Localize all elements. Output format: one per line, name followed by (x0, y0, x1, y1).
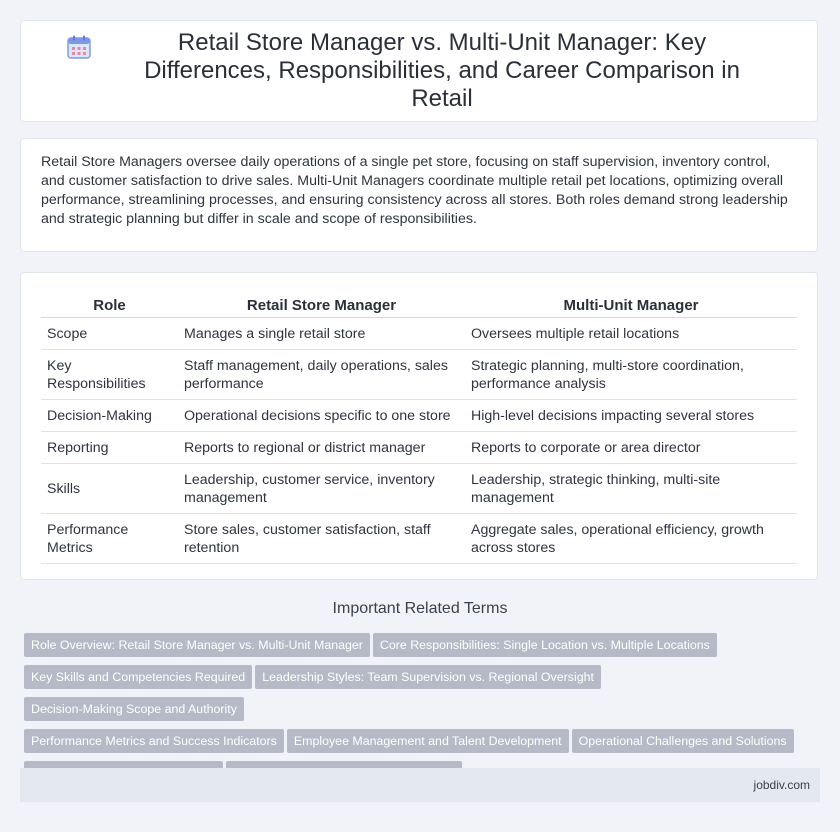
table-cell: Skills (41, 464, 178, 514)
related-term-tag[interactable]: Decision-Making Scope and Authority (24, 697, 244, 721)
table-header-retail-store-manager: Retail Store Manager (178, 293, 465, 318)
table-cell: Reporting (41, 432, 178, 464)
table-cell: Staff management, daily operations, sales performance (178, 350, 465, 400)
table-cell: Performance Metrics (41, 514, 178, 564)
table-cell: Leadership, customer service, inventory management (178, 464, 465, 514)
related-term-tag[interactable]: Operational Challenges and Solutions (572, 729, 794, 753)
table-cell: High-level decisions impacting several stores (465, 400, 797, 432)
table-header-multi-unit-manager: Multi-Unit Manager (465, 293, 797, 318)
table-cell: Reports to regional or district manager (178, 432, 465, 464)
related-term-tag[interactable]: Leadership Styles: Team Supervision vs. Regional Oversight (255, 665, 601, 689)
table-cell: Store sales, customer satisfaction, staff retention (178, 514, 465, 564)
related-term-tag[interactable]: Role Overview: Retail Store Manager vs. Multi-Unit Manager (24, 633, 370, 657)
intro-paragraph: Retail Store Managers oversee daily operations of a single pet store, focusing on staff supervision, inventory control, and customer satisfaction to drive sales. Multi-Unit Managers coordinate multiple retail pet locations, optimizing overall performance, streamlining processes, and ensuring consistency across all stores. Both roles demand strong leadership and strategic planning but differ in scale and scope of responsibilities. (41, 154, 788, 227)
table-row (41, 432, 797, 464)
comparison-table-card (20, 272, 818, 580)
table-cell: Reports to corporate or area director (465, 432, 797, 464)
page-title: Retail Store Manager vs. Multi-Unit Manager: Key Differences, Responsibilities, and Career Comparison in Retail (144, 29, 740, 112)
table-cell: Manages a single retail store (178, 318, 465, 350)
header-inner (66, 29, 772, 113)
footer (20, 768, 820, 802)
related-term-tag[interactable]: Core Responsibilities: Single Location vs. Multiple Locations (373, 633, 717, 657)
table-row (41, 464, 797, 514)
table-row (41, 318, 797, 350)
table-cell: Oversees multiple retail locations (465, 318, 797, 350)
table-header-role: Role (41, 293, 178, 318)
table-cell: Strategic planning, multi-store coordination, performance analysis (465, 350, 797, 400)
table-cell: Operational decisions specific to one store (178, 400, 465, 432)
table-cell: Key Responsibilities (41, 350, 178, 400)
calendar-icon (66, 34, 92, 60)
header-card (20, 20, 818, 122)
comparison-table (41, 293, 797, 564)
related-terms-title: Important Related Terms (332, 600, 508, 617)
table-row (41, 350, 797, 400)
table-cell: Scope (41, 318, 178, 350)
related-term-tag[interactable]: Performance Metrics and Success Indicators (24, 729, 284, 753)
table-cell: Leadership, strategic thinking, multi-site management (465, 464, 797, 514)
table-header-row (41, 293, 797, 318)
table-row (41, 400, 797, 432)
table-cell: Aggregate sales, operational efficiency, growth across stores (465, 514, 797, 564)
table-row (41, 514, 797, 564)
footer-site-link[interactable]: jobdiv.com (753, 778, 810, 792)
intro-card (20, 138, 818, 252)
table-cell: Decision-Making (41, 400, 178, 432)
related-term-tag[interactable]: Employee Management and Talent Development (287, 729, 569, 753)
related-term-tag[interactable]: Key Skills and Competencies Required (24, 665, 252, 689)
